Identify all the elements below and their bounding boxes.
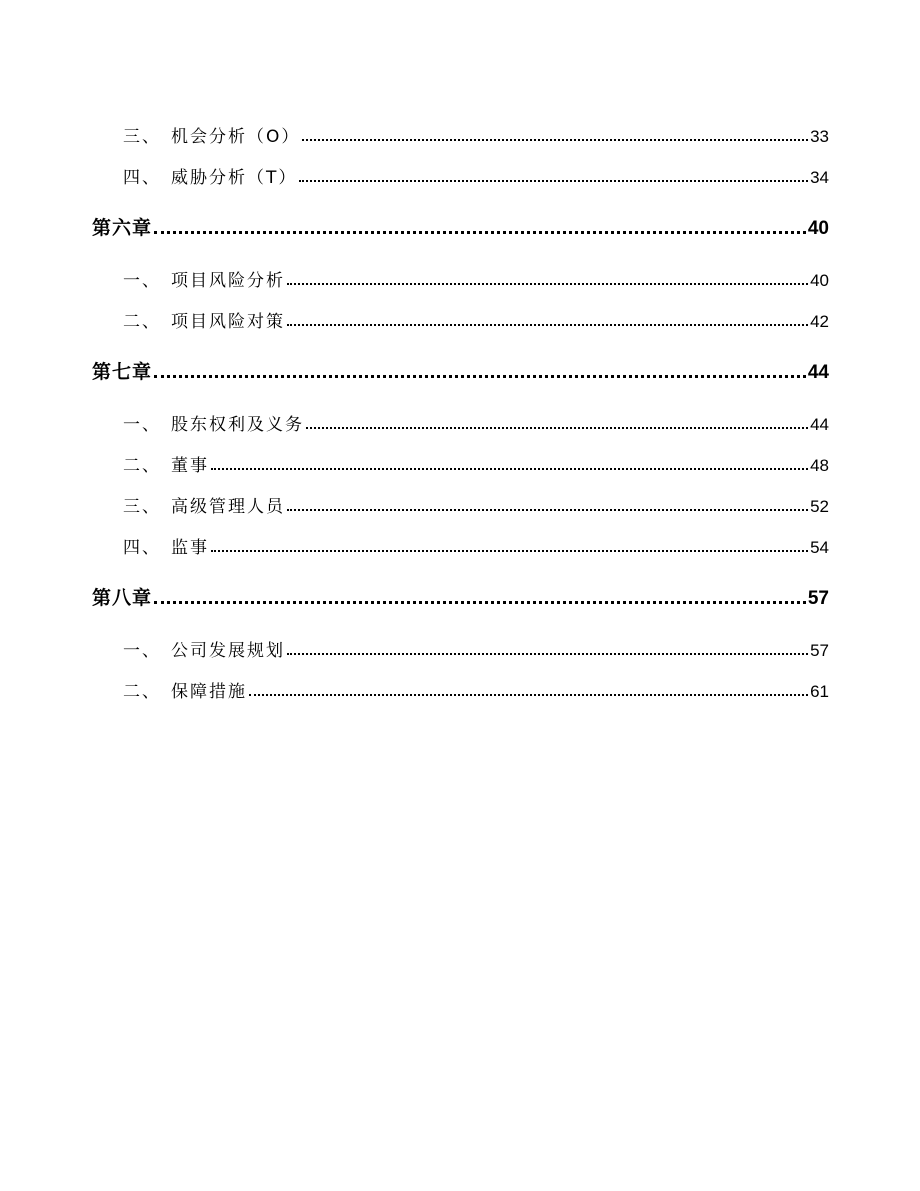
dot-leader bbox=[249, 694, 808, 696]
toc-entry-page: 44 bbox=[810, 415, 829, 434]
toc-chapter-title: 第八章 bbox=[92, 587, 153, 609]
dot-leader bbox=[302, 139, 808, 141]
toc-entry-title: 威胁分析（T） bbox=[171, 168, 298, 188]
toc-entry-threat-analysis[interactable] bbox=[123, 163, 829, 187]
toc-entry-title: 监事 bbox=[171, 538, 209, 558]
toc-entry-page: 33 bbox=[810, 127, 829, 146]
toc-chapter-8[interactable] bbox=[92, 583, 829, 609]
toc-entry-page: 34 bbox=[810, 168, 829, 187]
toc-entry-number: 三、 bbox=[123, 127, 161, 147]
toc-entry-project-risk-analysis[interactable] bbox=[123, 266, 829, 290]
toc-chapter-page: 40 bbox=[807, 218, 829, 239]
dot-leader bbox=[287, 283, 808, 285]
toc-entry-number: 一、 bbox=[123, 415, 161, 435]
toc-entry-development-plan[interactable] bbox=[123, 636, 829, 660]
toc-entry-safeguard-measures[interactable] bbox=[123, 677, 829, 701]
toc-entry-title: 机会分析（O） bbox=[171, 127, 301, 147]
toc-chapter-page: 57 bbox=[807, 588, 829, 609]
toc-entry-supervisors[interactable] bbox=[123, 533, 829, 557]
toc-entry-title: 董事 bbox=[171, 456, 209, 476]
toc-entry-title: 公司发展规划 bbox=[171, 641, 285, 661]
toc-entry-page: 52 bbox=[810, 497, 829, 516]
toc-entry-number: 二、 bbox=[123, 456, 161, 476]
toc-entry-page: 54 bbox=[810, 538, 829, 557]
dot-leader bbox=[211, 550, 808, 552]
dot-leader bbox=[287, 324, 808, 326]
toc-entry-number: 四、 bbox=[123, 168, 161, 188]
toc-entry-page: 42 bbox=[810, 312, 829, 331]
toc-entry-page: 40 bbox=[810, 271, 829, 290]
toc-entry-number: 一、 bbox=[123, 641, 161, 661]
dot-leader bbox=[211, 468, 808, 470]
toc-entry-number: 二、 bbox=[123, 312, 161, 332]
toc-entry-title: 保障措施 bbox=[171, 682, 247, 702]
toc-entry-title: 项目风险分析 bbox=[171, 271, 285, 291]
dot-leader bbox=[154, 375, 806, 378]
dot-leader bbox=[287, 509, 808, 511]
toc-entry-number: 四、 bbox=[123, 538, 161, 558]
toc-entry-shareholder-rights[interactable] bbox=[123, 410, 829, 434]
toc-entry-page: 48 bbox=[810, 456, 829, 475]
toc-entry-directors[interactable] bbox=[123, 451, 829, 475]
toc-entry-title: 项目风险对策 bbox=[171, 312, 285, 332]
toc-entry-number: 三、 bbox=[123, 497, 161, 517]
dot-leader bbox=[154, 601, 806, 604]
dot-leader bbox=[299, 180, 808, 182]
dot-leader bbox=[306, 427, 808, 429]
toc-chapter-title: 第七章 bbox=[92, 361, 153, 383]
toc-entry-number: 二、 bbox=[123, 682, 161, 702]
dot-leader bbox=[287, 653, 808, 655]
toc-entry-page: 61 bbox=[810, 682, 829, 701]
toc-chapter-title: 第六章 bbox=[92, 217, 153, 239]
toc-chapter-7[interactable] bbox=[92, 357, 829, 383]
dot-leader bbox=[154, 231, 806, 234]
toc-entry-project-risk-countermeasures[interactable] bbox=[123, 307, 829, 331]
toc-entry-page: 57 bbox=[810, 641, 829, 660]
toc-chapter-6[interactable] bbox=[92, 213, 829, 239]
toc-entry-opportunity-analysis[interactable] bbox=[123, 122, 829, 146]
toc-entry-title: 高级管理人员 bbox=[171, 497, 285, 517]
toc-entry-senior-management[interactable] bbox=[123, 492, 829, 516]
toc-entry-number: 一、 bbox=[123, 271, 161, 291]
toc-chapter-page: 44 bbox=[807, 362, 829, 383]
toc-entry-title: 股东权利及义务 bbox=[171, 415, 304, 435]
